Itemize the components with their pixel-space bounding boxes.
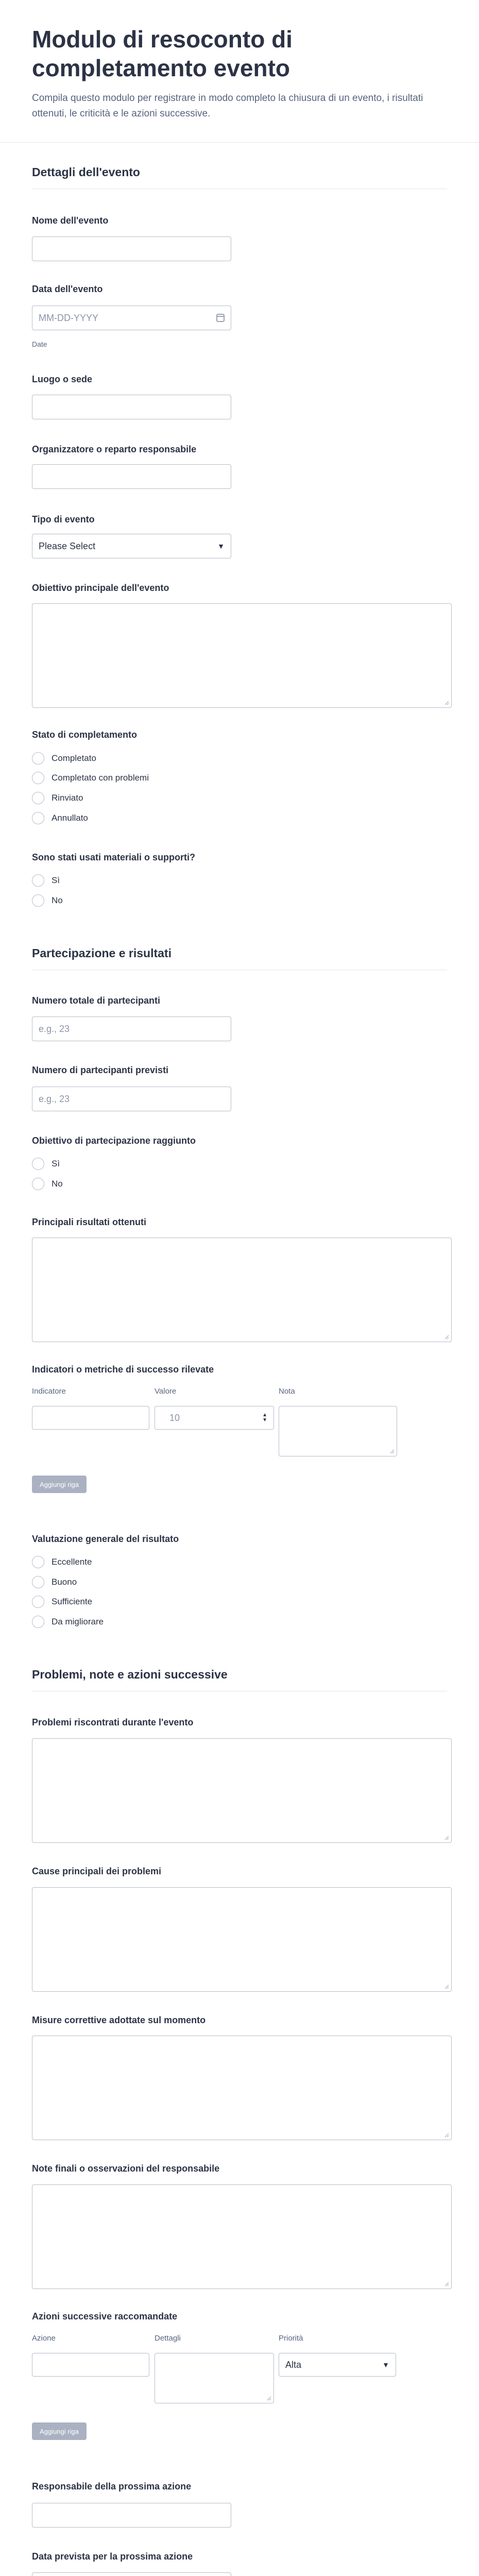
add-row-button[interactable]: Aggiungi riga xyxy=(32,2422,87,2440)
calendar-icon[interactable] xyxy=(216,314,225,322)
radio-option[interactable] xyxy=(32,1178,63,1190)
main-results-textarea[interactable] xyxy=(32,1238,452,1342)
radio-option[interactable] xyxy=(32,1596,92,1608)
radio-option[interactable] xyxy=(32,772,149,784)
radio-option-label: Sì xyxy=(52,1159,60,1168)
chevron-down-icon: ▼ xyxy=(382,2361,389,2369)
radio-circle[interactable] xyxy=(32,1616,44,1628)
stepper-arrows-icon[interactable]: ▲ ▼ xyxy=(262,1412,267,1423)
materials-label: Sono stati usati materiali o supporti? xyxy=(32,852,196,862)
location-input[interactable] xyxy=(32,395,231,419)
radio-option-label: Buono xyxy=(52,1577,77,1587)
form-header xyxy=(0,0,479,143)
radio-option[interactable] xyxy=(32,752,96,765)
indicators-col-header: Valore xyxy=(155,1387,177,1396)
event-name-input[interactable] xyxy=(32,236,231,261)
total-participants-input[interactable] xyxy=(32,1016,231,1041)
section-title-event-details: Dettagli dell'evento xyxy=(32,165,140,179)
completion-status-label: Stato di completamento xyxy=(32,730,138,740)
radio-circle[interactable] xyxy=(32,1158,44,1170)
event-date-sublabel: Date xyxy=(32,340,47,348)
expected-participants-label: Numero di partecipanti previsti xyxy=(32,1065,169,1075)
event-type-value: Please Select xyxy=(39,540,96,551)
radio-circle[interactable] xyxy=(32,772,44,784)
radio-circle[interactable] xyxy=(32,1576,44,1588)
indicator-note-textarea[interactable] xyxy=(279,1406,397,1456)
indicators-col-header: Nota xyxy=(279,1387,295,1396)
radio-option-label: Rinviato xyxy=(52,793,83,803)
radio-circle[interactable] xyxy=(32,1178,44,1190)
radio-circle[interactable] xyxy=(32,812,44,824)
main-results-label: Principali risultati ottenuti xyxy=(32,1217,147,1227)
indicators-col-header: Indicatore xyxy=(32,1387,66,1396)
indicators-label: Indicatori o metriche di successo rilevate xyxy=(32,1364,214,1375)
resize-handle-icon[interactable] xyxy=(444,700,449,705)
resize-handle-icon[interactable] xyxy=(444,1984,449,1989)
next-actions-col-header: Priorità xyxy=(279,2334,303,2343)
corrective-measures-label: Misure correttive adottate sul momento xyxy=(32,2015,206,2025)
corrective-measures-textarea[interactable] xyxy=(32,2036,452,2140)
next-action-input[interactable] xyxy=(32,2353,149,2377)
radio-option-label: No xyxy=(52,895,63,905)
overall-rating-label: Valutazione generale del risultato xyxy=(32,1534,179,1544)
radio-circle[interactable] xyxy=(32,874,44,887)
participation-goal-label: Obiettivo di partecipazione raggiunto xyxy=(32,1136,196,1146)
resize-handle-icon[interactable] xyxy=(444,2132,449,2138)
priority-select[interactable] xyxy=(279,2353,396,2377)
radio-option[interactable] xyxy=(32,1158,60,1170)
next-actions-label: Azioni successive raccomandate xyxy=(32,2311,178,2321)
radio-circle[interactable] xyxy=(32,1596,44,1608)
radio-option[interactable] xyxy=(32,792,83,804)
root-causes-textarea[interactable] xyxy=(32,1887,452,1992)
event-date-label: Data dell'evento xyxy=(32,284,103,294)
event-type-select[interactable] xyxy=(32,534,231,558)
radio-option-label: Completato con problemi xyxy=(52,773,149,783)
main-objective-label: Obiettivo principale dell'evento xyxy=(32,583,169,593)
radio-circle[interactable] xyxy=(32,1556,44,1568)
event-date-input[interactable] xyxy=(32,306,231,330)
problems-textarea[interactable] xyxy=(32,1738,452,1843)
root-causes-label: Cause principali dei problemi xyxy=(32,1866,162,1876)
next-action-owner-input[interactable] xyxy=(32,2503,231,2528)
resize-handle-icon[interactable] xyxy=(266,2396,271,2401)
section-title-problems: Problemi, note e azioni successive xyxy=(32,1668,228,1681)
radio-option-label: No xyxy=(52,1179,63,1189)
radio-circle[interactable] xyxy=(32,894,44,907)
indicator-value-stepper[interactable] xyxy=(155,1406,274,1430)
radio-option[interactable] xyxy=(32,894,63,907)
resize-handle-icon[interactable] xyxy=(444,1835,449,1840)
problems-label: Problemi riscontrati durante l'evento xyxy=(32,1717,194,1727)
indicator-input[interactable] xyxy=(32,1406,149,1430)
resize-handle-icon[interactable] xyxy=(389,1449,395,1454)
radio-option[interactable] xyxy=(32,812,88,824)
section-title-participation: Partecipazione e risultati xyxy=(32,946,172,960)
event-date-placeholder: MM-DD-YYYY xyxy=(39,312,98,323)
total-participants-label: Numero totale di partecipanti xyxy=(32,995,161,1006)
resize-handle-icon[interactable] xyxy=(444,2281,449,2286)
radio-circle[interactable] xyxy=(32,752,44,765)
priority-value: Alta xyxy=(285,2359,302,2370)
radio-option[interactable] xyxy=(32,874,60,887)
radio-option-label: Da migliorare xyxy=(52,1617,104,1626)
radio-option[interactable] xyxy=(32,1576,77,1588)
indicator-value-placeholder: 10 xyxy=(169,1412,180,1423)
form-description: Compila questo modulo per registrare in modo completo la chiusura di un evento, i risultati ottenuti, le criticità e le azioni successive. xyxy=(32,93,423,119)
radio-option[interactable] xyxy=(32,1556,92,1568)
next-action-date-label: Data prevista per la prossima azione xyxy=(32,2551,193,2562)
radio-circle[interactable] xyxy=(32,792,44,804)
expected-participants-input[interactable] xyxy=(32,1087,231,1111)
radio-option-label: Completato xyxy=(52,753,96,763)
final-notes-textarea[interactable] xyxy=(32,2184,452,2289)
next-action-owner-label: Responsabile della prossima azione xyxy=(32,2481,192,2492)
next-actions-col-header: Azione xyxy=(32,2334,56,2343)
form-title: Modulo di resoconto di completamento evento xyxy=(32,26,293,81)
next-actions-col-header: Dettagli xyxy=(155,2334,181,2343)
event-name-label: Nome dell'evento xyxy=(32,215,109,226)
organizer-input[interactable] xyxy=(32,464,231,489)
chevron-down-icon: ▼ xyxy=(217,542,225,550)
radio-option-label: Eccellente xyxy=(52,1557,92,1567)
radio-option-label: Sufficiente xyxy=(52,1597,93,1606)
add-row-button[interactable]: Aggiungi riga xyxy=(32,1476,87,1493)
next-action-details-textarea[interactable] xyxy=(155,2353,274,2403)
radio-option-label: Sì xyxy=(52,875,60,885)
total-participants-placeholder: e.g., 23 xyxy=(39,1023,70,1034)
resize-handle-icon[interactable] xyxy=(444,1334,449,1340)
radio-option-label: Annullato xyxy=(52,813,88,823)
organizer-label: Organizzatore o reparto responsabile xyxy=(32,444,197,454)
final-notes-label: Note finali o osservazioni del responsabile xyxy=(32,2163,220,2174)
radio-option[interactable] xyxy=(32,1616,104,1628)
event-type-label: Tipo di evento xyxy=(32,514,95,524)
location-label: Luogo o sede xyxy=(32,374,92,384)
next-action-date-input[interactable] xyxy=(32,2572,231,2576)
main-objective-textarea[interactable] xyxy=(32,603,452,708)
expected-participants-placeholder: e.g., 23 xyxy=(39,1093,70,1104)
